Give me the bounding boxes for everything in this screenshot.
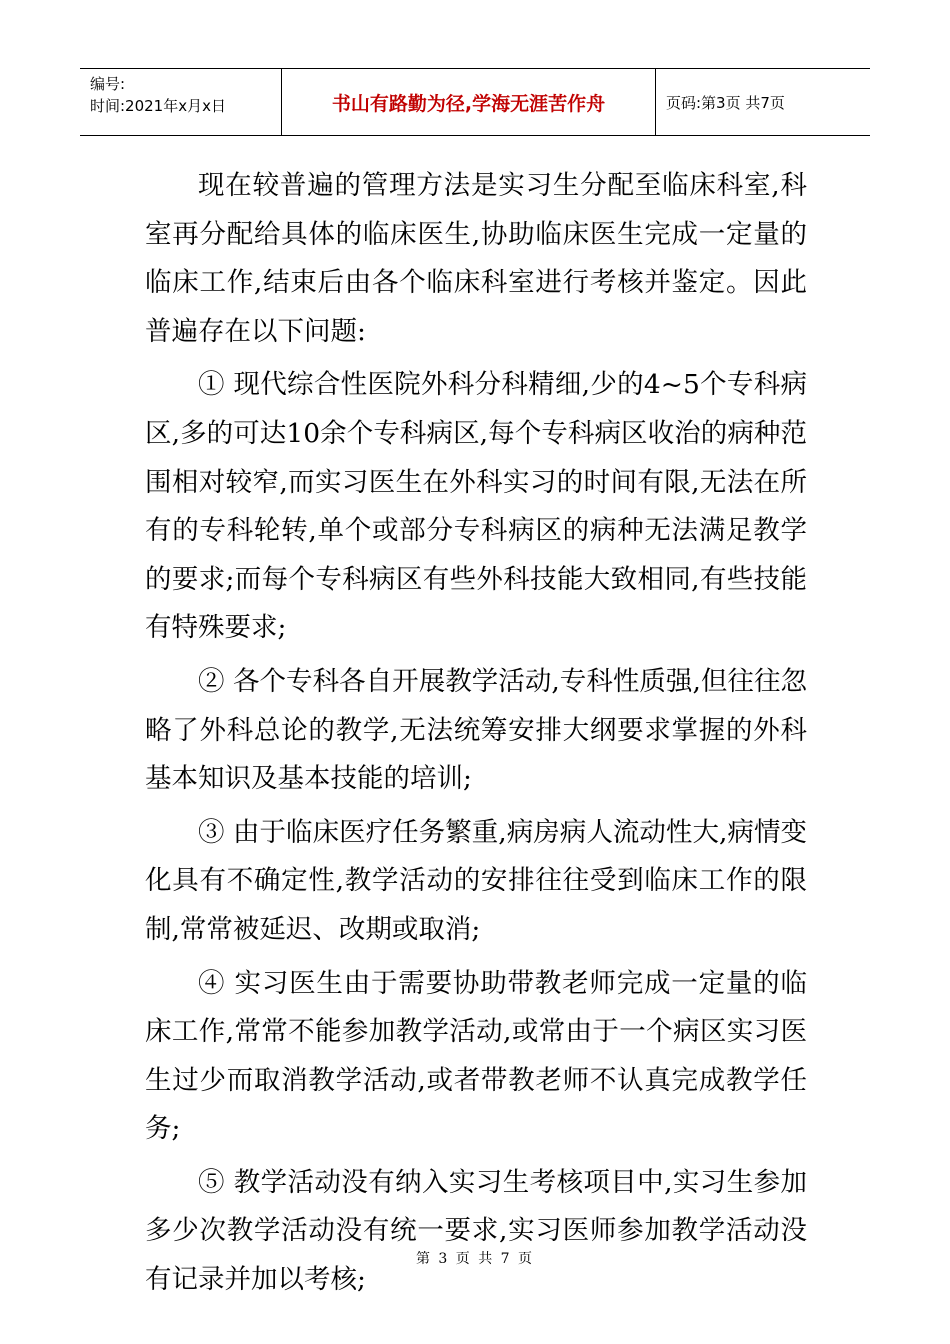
paragraph-item-1: ① 现代综合性医院外科分科精细,少的4~5个专科病区,多的可达10余个专科病区,每个专科病区收治的病种范围相对较窄,而实习医生在外科实习的时间有限,无法在所有的专科轮转,单个或部分专科病区的病种无法满足教学的要求;而每个专科病区有些外科技能大致相同,有些技能有特殊要求; bbox=[145, 369, 807, 644]
document-body bbox=[145, 162, 807, 1310]
paragraph-intro: 现在较普遍的管理方法是实习生分配至临床科室,科室再分配给具体的临床医生,协助临床医生完成一定量的临床工作,结束后由各个临床科室进行考核并鉴定。因此普遍存在以下问题: bbox=[145, 170, 807, 347]
document-date-label: 时间:2021年x月x日 bbox=[90, 97, 226, 115]
page-footer: 第 3 页 共 7 页 bbox=[415, 1251, 535, 1267]
header-slogan: 书山有路勤为径,学海无涯苦作舟 bbox=[282, 69, 656, 135]
paragraph-item-3: ③ 由于临床医疗任务繁重,病房病人流动性大,病情变化具有不确定性,教学活动的安排往往受到临床工作的限制,常常被延迟、改期或取消; bbox=[145, 816, 807, 945]
paragraph-item-4: ④ 实习医生由于需要协助带教老师完成一定量的临床工作,常常不能参加教学活动,或常由于一个病区实习医生过少而取消教学活动,或者带教老师不认真完成教学任务; bbox=[145, 967, 807, 1145]
header-page-label: 页码:第3页 共7页 bbox=[666, 93, 785, 112]
page-header bbox=[80, 68, 870, 136]
header-meta bbox=[80, 69, 282, 135]
paragraph-item-5: ⑤ 教学活动没有纳入实习生考核项目中,实习生参加多少次教学活动没有统一要求,实习医师参加教学活动没有记录并加以考核; bbox=[145, 1166, 807, 1296]
document-number-label: 编号: bbox=[90, 75, 126, 93]
paragraph-item-2: ② 各个专科各自开展教学活动,专科性质强,但往往忽略了外科总论的教学,无法统筹安排大纲要求掌握的外科基本知识及基本技能的培训; bbox=[145, 665, 807, 795]
